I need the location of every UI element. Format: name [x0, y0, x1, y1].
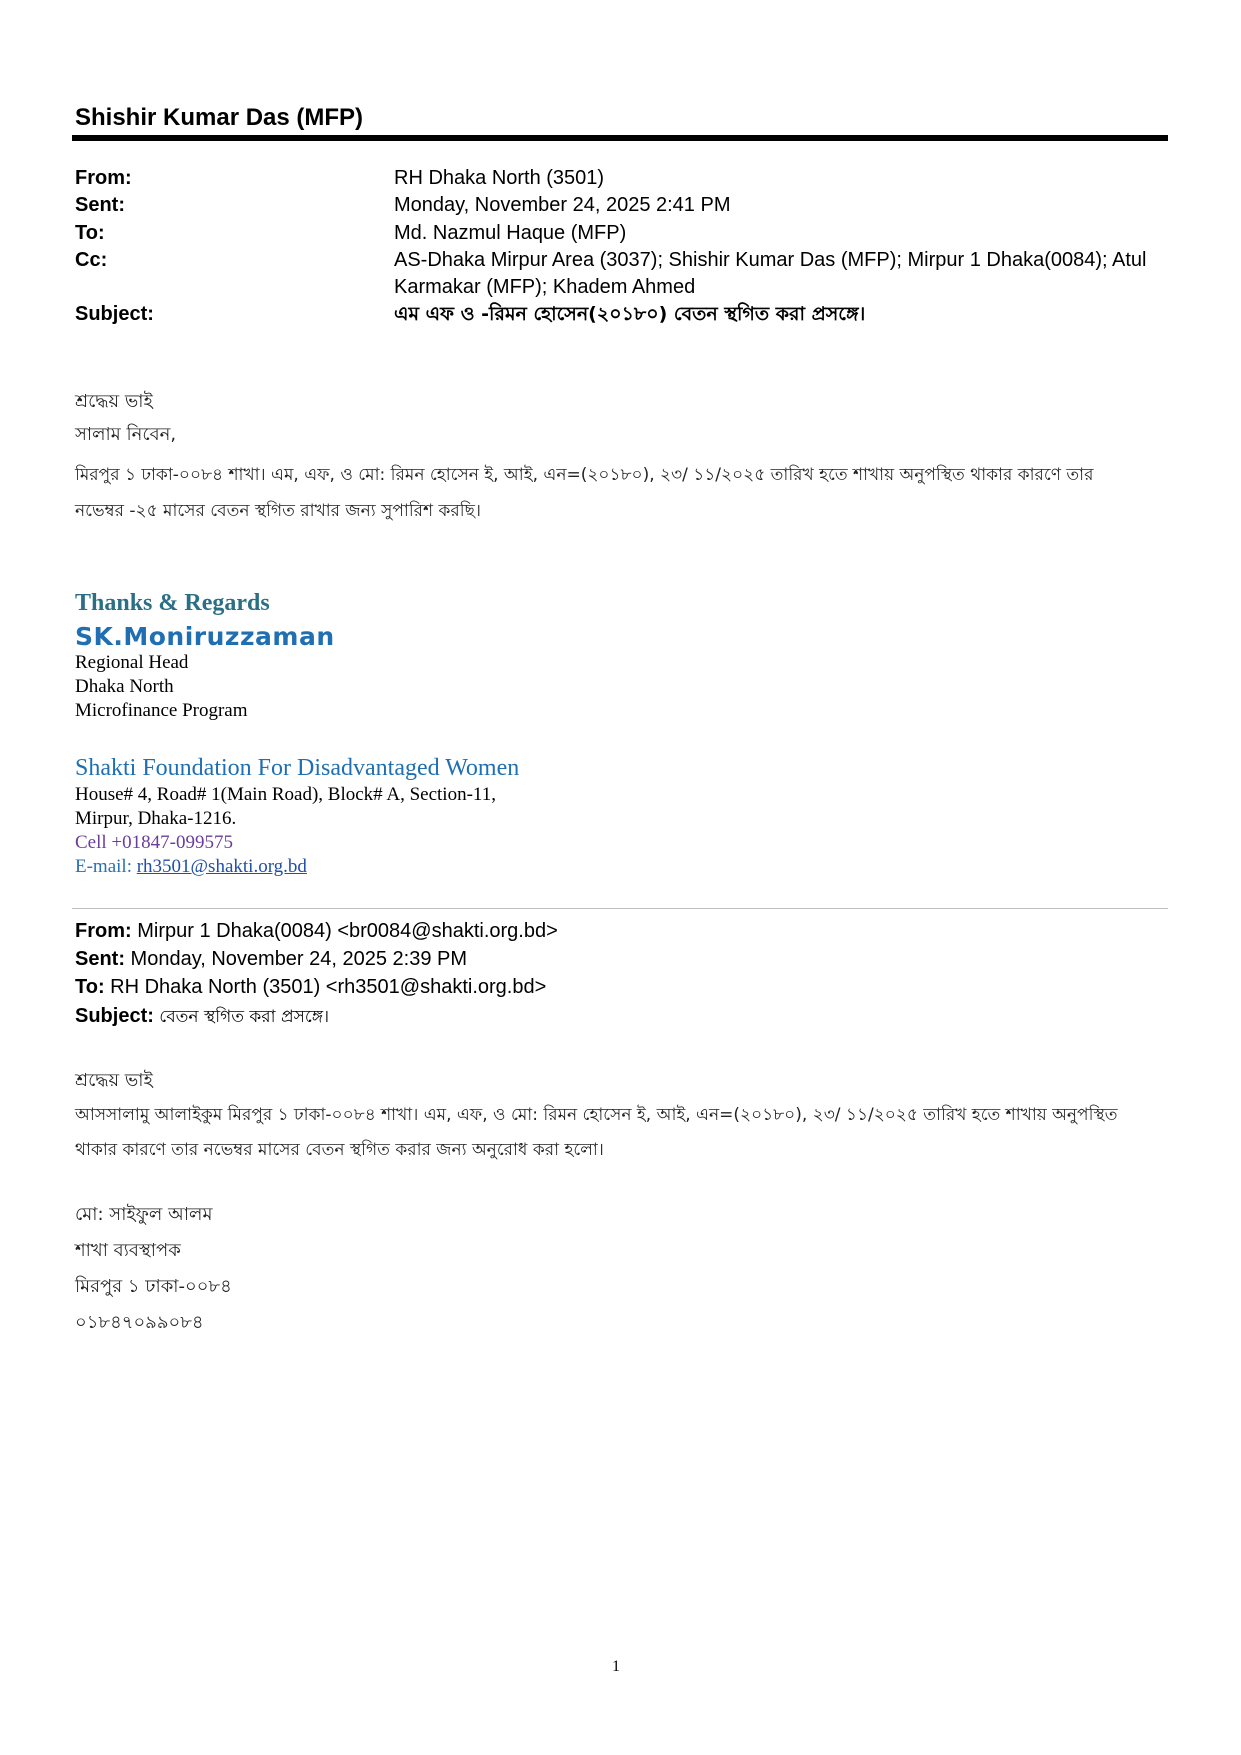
forwarded-signature-name: মো: সাইফুল আলম [75, 1204, 213, 1225]
forwarded-to-row [75, 976, 546, 999]
forwarded-sent-row [75, 948, 467, 971]
signature-email-label: E-mail: [75, 856, 137, 877]
mailbox-owner-title: Shishir Kumar Das (MFP) [75, 104, 364, 131]
forwarded-paragraph-line1: আসসালামু আলাইকুম মিরপুর ১ ঢাকা-০০৮৪ শাখা। এম, এফ, ও মো: রিমন হোসেন ই, আই, এন=(২০১৮০), ২৩/ ১১/২০২৫ তারিখ হতে শাখায় অনুপস্থিত [75, 1105, 1118, 1125]
signature-email-row [75, 856, 307, 878]
cc-value-line1: AS-Dhaka Mirpur Area (3037); Shishir Kumar Das (MFP); Mirpur 1 Dhaka(0084); Atul [394, 249, 1147, 271]
sent-label: Sent: [75, 194, 125, 216]
forwarded-to-value: RH Dhaka North (3501) <rh3501@shakti.org.bd> [104, 976, 547, 998]
forwarded-from-row [75, 920, 558, 943]
body-paragraph-line1: মিরপুর ১ ঢাকা-০০৮৪ শাখা। এম, এফ, ও মো: রিমন হোসেন ই, আই, এন=(২০১৮০), ২৩/ ১১/২০২৫ তারিখ হতে শাখায় অনুপস্থিত থাকার কারণে তার [75, 465, 1094, 485]
subject-value: এম এফ ও -রিমন হোসেন(২০১৮০) বেতন স্থগিত করা প্রসঙ্গে। [394, 303, 866, 325]
body-paragraph-line2: নভেম্বর -২৫ মাসের বেতন স্থগিত রাখার জন্য সুপারিশ করছি। [75, 501, 481, 521]
signature-name: SK.Moniruzzaman [75, 622, 335, 651]
forwarded-signature-branch: মিরপুর ১ ঢাকা-০০৮৪ [75, 1276, 232, 1297]
cc-value-line2: Karmakar (MFP); Khadem Ahmed [394, 276, 696, 298]
signature-region: Dhaka North [75, 676, 174, 697]
body-greeting: শ্রদ্ধেয় ভাই [75, 391, 153, 412]
forwarded-sent-label: Sent: [75, 948, 125, 970]
cc-label: Cc: [75, 249, 108, 271]
from-label: From: [75, 167, 132, 189]
forwarded-subject-row [75, 1004, 329, 1032]
signature-thanks: Thanks & Regards [75, 590, 270, 616]
signature-cell: Cell +01847-099575 [75, 832, 233, 853]
forwarded-subject-value: বেতন স্থগিত করা প্রসঙ্গে। [153, 1007, 330, 1027]
forwarded-paragraph-line2: থাকার কারণে তার নভেম্বর মাসের বেতন স্থগিত করার জন্য অনুরোধ করা হলো। [75, 1140, 604, 1160]
forwarded-subject-label: Subject: [75, 1005, 154, 1027]
from-value: RH Dhaka North (3501) [394, 167, 605, 189]
forwarded-signature-phone: ০১৮৪৭০৯৯০৮৪ [75, 1312, 204, 1333]
forwarded-to-label: To: [75, 976, 105, 998]
signature-address-line2: Mirpur, Dhaka-1216. [75, 808, 237, 829]
signature-program: Microfinance Program [75, 700, 248, 721]
signature-address-line1: House# 4, Road# 1(Main Road), Block# A, Section-11, [75, 784, 496, 805]
sent-value: Monday, November 24, 2025 2:41 PM [394, 194, 731, 216]
page-number: 1 [612, 1658, 620, 1675]
forwarded-greeting: শ্রদ্ধেয় ভাই [75, 1070, 153, 1091]
signature-role: Regional Head [75, 652, 189, 673]
forwarded-from-value: Mirpur 1 Dhaka(0084) <br0084@shakti.org.bd> [131, 920, 558, 942]
to-value: Md. Nazmul Haque (MFP) [394, 222, 627, 244]
body-salutation: সালাম নিবেন, [75, 424, 177, 445]
title-divider [72, 135, 1168, 141]
forward-divider [72, 908, 1168, 909]
forwarded-from-label: From: [75, 920, 132, 942]
signature-organization: Shakti Foundation For Disadvantaged Women [75, 755, 520, 781]
forwarded-sent-value: Monday, November 24, 2025 2:39 PM [125, 948, 468, 970]
signature-email-link[interactable]: rh3501@shakti.org.bd [136, 856, 307, 877]
subject-label: Subject: [75, 303, 154, 325]
to-label: To: [75, 222, 105, 244]
forwarded-signature-role: শাখা ব্যবস্থাপক [75, 1240, 181, 1261]
